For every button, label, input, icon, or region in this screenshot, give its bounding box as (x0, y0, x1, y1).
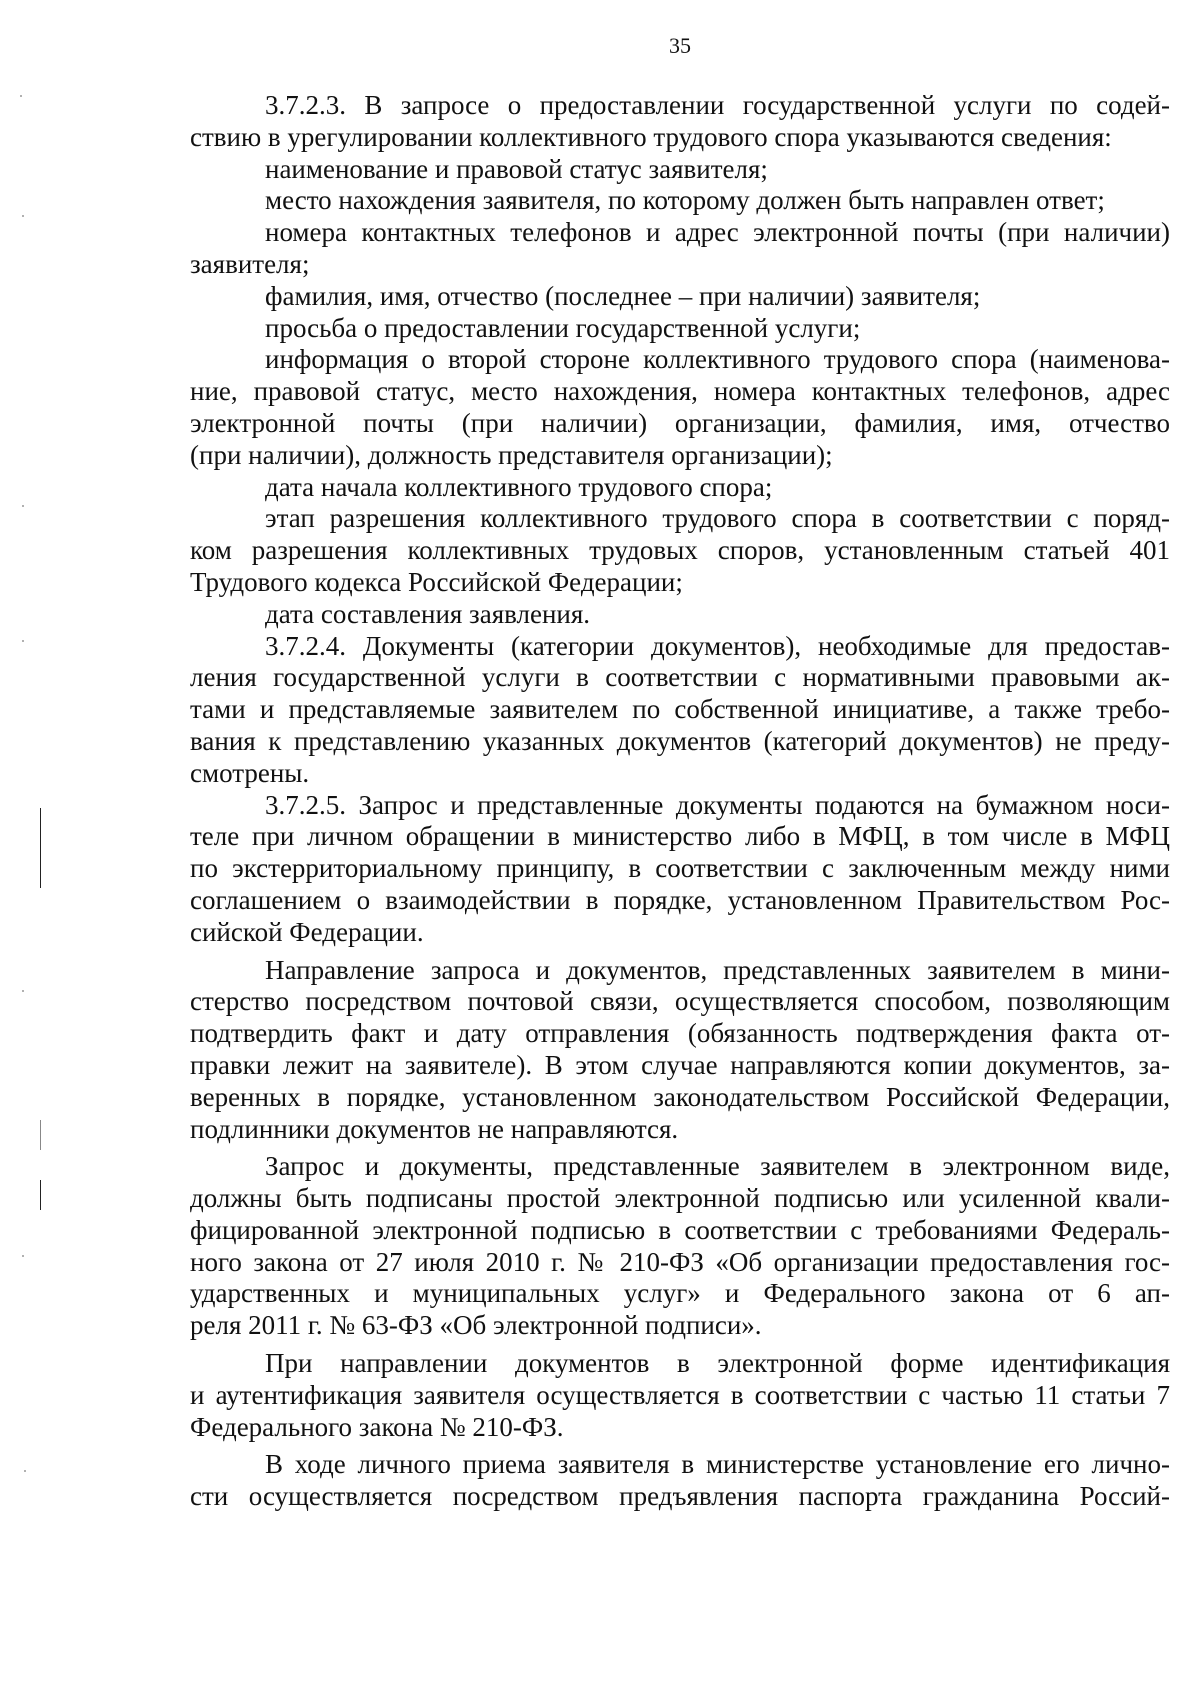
document-body (190, 90, 1170, 1513)
text-line: Запрос и документы, представленные заявителем в электронном виде, (265, 1151, 1170, 1182)
scan-speck (22, 640, 24, 642)
paragraph (190, 217, 1170, 281)
text-line: должны быть подписаны простой электронной подписью или усиленной квали- (190, 1183, 1170, 1214)
text-line: соглашением о взаимодействии в порядке, установленном Правительством Рос- (190, 884, 1170, 915)
scan-margin-mark (40, 1180, 41, 1210)
text-line: веренных в порядке, установленном законодательством Российской Федерации, (190, 1081, 1170, 1112)
text-line: Федерального закона № 210-ФЗ. (190, 1411, 564, 1442)
text-line: подлинники документов не направляются. (190, 1113, 679, 1144)
text-line: вания к представлению указанных документов (категорий документов) не преду- (190, 725, 1170, 756)
text-line: теле при личном обращении в министерство либо в МФЦ, в том числе в МФЦ (190, 821, 1170, 852)
text-line: дата составления заявления. (265, 598, 591, 629)
scan-margin-mark (40, 808, 41, 888)
text-line: В ходе личного приема заявителя в министерстве установление его лично- (265, 1449, 1170, 1480)
scan-speck (24, 1470, 26, 1472)
text-line: тами и представляемые заявителем по собственной инициативе, а также требо- (190, 694, 1170, 725)
paragraph (190, 472, 1170, 504)
text-line: Трудового кодекса Российской Федерации; (190, 566, 683, 597)
text-line: При направлении документов в электронной форме идентификация (265, 1348, 1170, 1379)
text-line: номера контактных телефонов и адрес электронной почты (при наличии) (265, 217, 1170, 248)
paragraph (190, 313, 1170, 345)
page-number: 35 (669, 33, 691, 58)
paragraph (190, 631, 1170, 790)
scan-speck (20, 95, 22, 97)
paragraph (190, 599, 1170, 631)
text-line: 3.7.2.4. Документы (категории документов), необходимые для предостав- (265, 630, 1170, 661)
text-line: 3.7.2.3. В запросе о предоставлении государственной услуги по содей- (265, 90, 1170, 120)
paragraph (190, 1449, 1170, 1513)
text-line: этап разрешения коллективного трудового спора в соответствии с поряд- (265, 503, 1170, 534)
text-line: правки лежит на заявителе). В этом случае направляются копии документов, за- (190, 1049, 1170, 1080)
paragraph (190, 503, 1170, 598)
text-line: наименование и правовой статус заявителя; (265, 153, 768, 184)
scan-speck (22, 215, 24, 217)
scan-margin-mark (40, 1120, 41, 1150)
text-line: ления государственной услуги в соответствии с нормативными правовыми ак- (190, 662, 1170, 693)
text-line: фицированной электронной подписью в соответствии с требованиями Федераль- (190, 1214, 1170, 1245)
paragraph (190, 281, 1170, 313)
scan-speck (22, 1255, 24, 1257)
text-line: ударственных и муниципальных услуг» и Федерального закона от 6 ап- (190, 1278, 1170, 1309)
text-line: ком разрешения коллективных трудовых споров, установленным статьей 401 (190, 535, 1170, 566)
text-line: стерство посредством почтовой связи, осуществляется способом, позволяющим (190, 986, 1170, 1017)
text-line: место нахождения заявителя, по которому должен быть направлен ответ; (265, 185, 1105, 216)
text-line: сти осуществляется посредством предъявления паспорта гражданина Россий- (190, 1481, 1170, 1512)
text-line: дата начала коллективного трудового спора; (265, 471, 773, 502)
paragraph (190, 344, 1170, 471)
text-line: ствию в урегулировании коллективного трудового спора указываются сведения: (190, 121, 1112, 152)
paragraph (190, 154, 1170, 186)
paragraph (190, 955, 1170, 1146)
text-line: сийской Федерации. (190, 916, 424, 947)
text-line: реля 2011 г. № 63-ФЗ «Об электронной подписи». (190, 1310, 762, 1341)
paragraph (190, 1348, 1170, 1443)
paragraph (190, 90, 1170, 154)
text-line: по экстерриториальному принципу, в соответствии с заключенным между ними (190, 853, 1170, 884)
paragraph (190, 185, 1170, 217)
text-line: подтвердить факт и дату отправления (обязанность подтверждения факта от- (190, 1018, 1170, 1049)
text-line: просьба о предоставлении государственной услуги; (265, 312, 861, 343)
text-line: ного закона от 27 июля 2010 г. № 210-ФЗ «Об организации предоставления гос- (190, 1246, 1170, 1277)
paragraph (190, 790, 1170, 949)
text-line: информация о второй стороне коллективного трудового спора (наименова- (265, 344, 1170, 375)
text-line: фамилия, имя, отчество (последнее – при наличии) заявителя; (265, 280, 981, 311)
text-line: электронной почты (при наличии) организации, фамилия, имя, отчество (190, 407, 1170, 438)
text-line: смотрены. (190, 757, 310, 788)
paragraph (190, 1151, 1170, 1342)
text-line: и аутентификация заявителя осуществляется в соответствии с частью 11 статьи 7 (190, 1379, 1170, 1410)
text-line: ние, правовой статус, место нахождения, номера контактных телефонов, адрес (190, 376, 1170, 407)
text-line: Направление запроса и документов, представленных заявителем в мини- (265, 954, 1170, 985)
scan-speck (22, 505, 24, 507)
text-line: заявителя; (190, 248, 310, 279)
scan-speck (22, 990, 24, 992)
text-line: 3.7.2.5. Запрос и представленные документы подаются на бумажном носи- (265, 789, 1170, 820)
text-line: (при наличии), должность представителя организации); (190, 439, 833, 470)
